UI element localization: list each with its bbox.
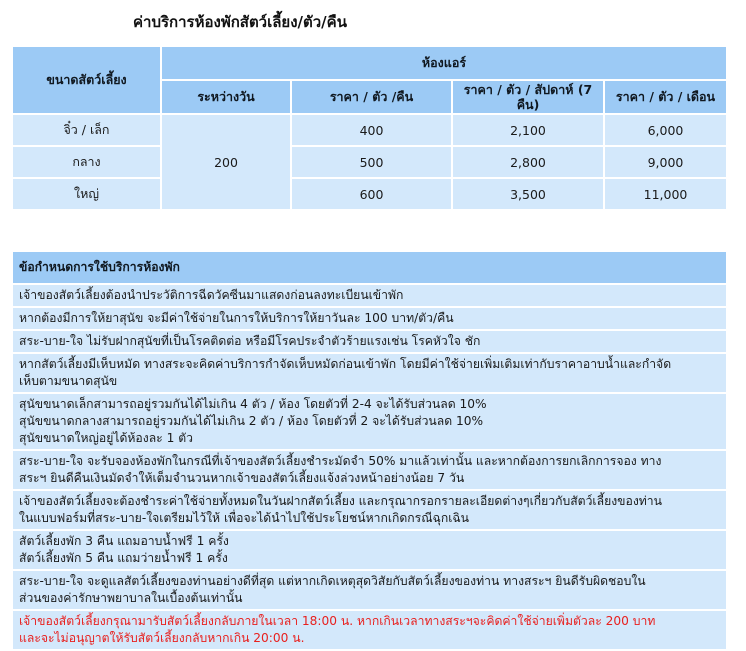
col-header-per-month: ราคา / ตัว / เดือน [605,81,726,113]
rule-row [13,354,726,392]
rule-line: สระ-บาย-ใจ จะรับจองห้องพักในกรณีที่เจ้าของสัตว์เลี้ยงชำระมัดจำ 50% มาแล้วเท่านั้น และหากต้องการยกเลิกการจอง ทาง [19,454,662,468]
month-price-cell: 11,000 [605,179,726,209]
rules-header: ข้อกำหนดการใช้บริการห้องพัก [13,252,726,283]
rule-row [13,571,726,609]
rule-row [13,285,726,306]
size-cell: ใหญ่ [13,179,160,209]
night-price-cell: 600 [292,179,451,209]
rule-cell [13,451,726,489]
rule-line: สุนัขขนาดใหญ่อยู่ได้ห้องละ 1 ตัว [19,431,193,445]
rule-line: สระ-บาย-ใจ ไม่รับฝากสุนัขที่เป็นโรคติดต่อ หรือมีโรคประจำตัวร้ายแรงเช่น โรคหัวใจ ชัก [19,334,481,348]
table-row [13,115,726,145]
col-header-per-week: ราคา / ตัว / สัปดาห์ (7 คืน) [453,81,603,113]
rules-table [11,250,728,651]
rule-cell [13,571,726,609]
size-cell: กลาง [13,147,160,177]
week-price-cell: 2,800 [453,147,603,177]
rule-cell [13,491,726,529]
rule-line: สุนัขขนาดกลางสามารถอยู่รวมกันได้ไม่เกิน 2 ตัว / ห้อง โดยตัวที่ 2 จะได้รับส่วนลด 10% [19,414,484,428]
rule-row [13,451,726,489]
month-price-cell: 6,000 [605,115,726,145]
rule-cell [13,285,726,306]
table-row [13,147,726,177]
size-cell: จิ๋ว / เล็ก [13,115,160,145]
page-title: ค่าบริการห้องพักสัตว์เลี้ยง/ตัว/คืน [133,13,347,31]
price-table [11,45,728,211]
rule-cell [13,531,726,569]
rule-row [13,331,726,352]
rule-row [13,531,726,569]
rule-line: เจ้าของสัตว์เลี้ยงจะต้องชำระค่าใช้จ่ายทั้งหมดในวันฝากสัตว์เลี้ยง และกรุณากรอกรายละเอียดต่างๆเกี่ยวกับสัตว์เลี้ยงของท่าน [19,494,662,508]
rule-row [13,491,726,529]
col-header-daytime: ระหว่างวัน [162,81,290,113]
size-header: ขนาดสัตว์เลี้ยง [13,47,160,113]
daytime-price-cell: 200 [162,115,290,209]
week-price-cell: 2,100 [453,115,603,145]
warning-line: และจะไม่อนุญาตให้รับสัตว์เลี้ยงกลับหากเกิน 20:00 น. [19,631,305,645]
night-price-cell: 400 [292,115,451,145]
rule-line: ในแบบฟอร์มที่สระ-บาย-ใจเตรียมไว้ให้ เพื่อจะได้นำไปใช้ประโยชน์หากเกิดกรณีฉุกเฉิน [19,511,470,525]
week-price-cell: 3,500 [453,179,603,209]
warning-line: เจ้าของสัตว์เลี้ยงกรุณามารับสัตว์เลี้ยงกลับภายในเวลา 18:00 น. หากเกินเวลาทางสระฯจะคิดค่าใช้จ่ายเพิ่มตัวละ 200 บาท [19,614,656,628]
pickup-warning [13,611,726,649]
rule-line: ส่วนของค่ารักษาพยาบาลในเบื้องต้นเท่านั้น [19,591,243,605]
rule-row [13,308,726,329]
night-price-cell: 500 [292,147,451,177]
month-price-cell: 9,000 [605,147,726,177]
rule-line: หากต้องมีการให้ยาสุนัข จะมีค่าใช้จ่ายในการให้บริการให้ยาวันละ 100 บาท/ตัว/คืน [19,311,454,325]
rule-line: สระฯ ยินดีคืนเงินมัดจำให้เต็มจำนวนหากเจ้าของสัตว์เลี้ยงแจ้งล่วงหน้าอย่างน้อย 7 วัน [19,471,465,485]
rule-line: สระ-บาย-ใจ จะดูแลสัตว์เลี้ยงของท่านอย่างดีที่สุด แต่หากเกิดเหตุสุดวิสัยกับสัตว์เลี้ยงของท่าน ทางสระฯ ยินดีรับผิดชอบใน [19,574,646,588]
rule-line: หากสัตว์เลี้ยงมีเห็บหมัด ทางสระจะคิดค่าบริการกำจัดเห็บหมัดก่อนเข้าพัก โดยมีค่าใช้จ่ายเพิ่มเติมเท่ากับราคาอาบน้ำและกำจัด [19,357,672,371]
table-row [13,179,726,209]
aircon-room-header: ห้องแอร์ [162,47,726,79]
rule-line: สุนัขขนาดเล็กสามารถอยู่รวมกันได้ไม่เกิน 4 ตัว / ห้อง โดยตัวที่ 2-4 จะได้รับส่วนลด 10% [19,397,487,411]
rule-line: สัตว์เลี้ยงพัก 3 คืน แถมอาบน้ำฟรี 1 ครั้ง [19,534,229,548]
rule-cell [13,331,726,352]
rule-cell [13,308,726,329]
rule-cell [13,354,726,392]
rule-line: เห็บตามขนาดสุนัข [19,374,118,388]
rule-cell [13,394,726,449]
rule-line: เจ้าของสัตว์เลี้ยงต้องนำประวัติการฉีดวัคซีนมาแสดงก่อนลงทะเบียนเข้าพัก [19,288,404,302]
rule-line: สัตว์เลี้ยงพัก 5 คืน แถมว่ายน้ำฟรี 1 ครั้ง [19,551,228,565]
col-header-per-night: ราคา / ตัว /คืน [292,81,451,113]
rule-row [13,394,726,449]
